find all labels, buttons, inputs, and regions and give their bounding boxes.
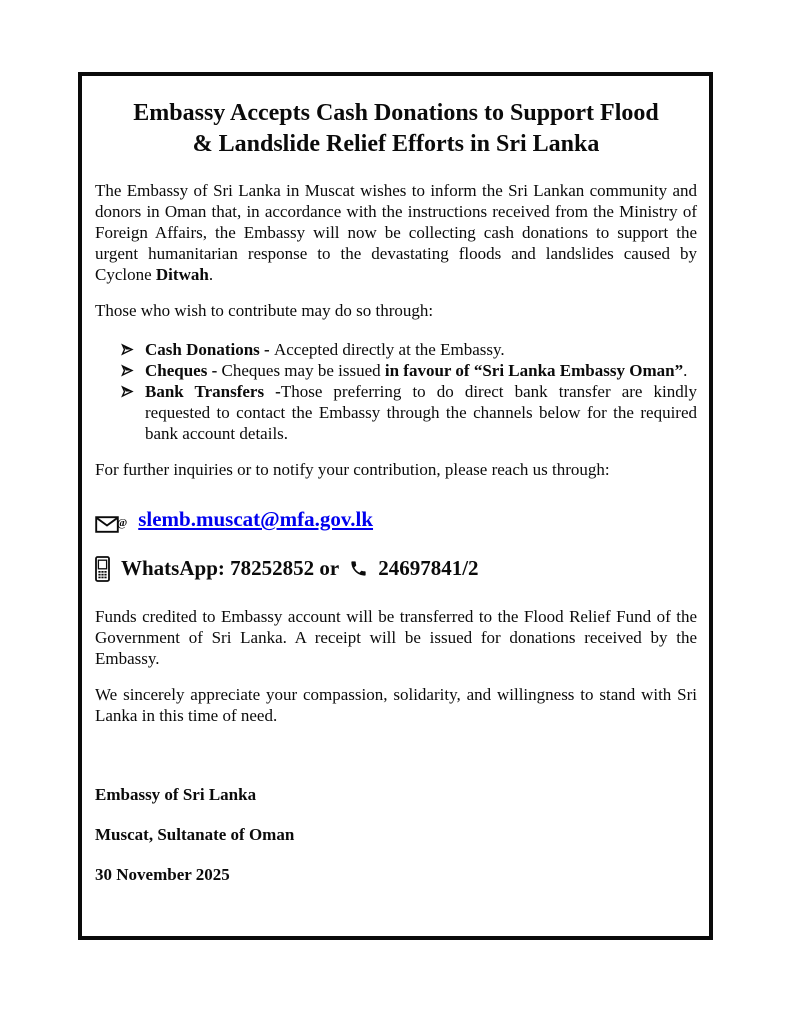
signature-org: Embassy of Sri Lanka [95, 785, 257, 804]
funds-paragraph: Funds credited to Embassy account will be transferred to the Flood Relief Fund of the Government of Sri Lanka. A receipt will be issued for donations received by the Embassy. [95, 607, 697, 668]
bullet-bold-payee: in favour of “Sri Lanka Embassy Oman” [384, 361, 684, 380]
bullet-end: . [683, 361, 688, 380]
intro-text: The Embassy of Sri Lanka in Muscat wishes to inform the Sri Lankan community and donors in Oman that, in accordance with the instructions received from the Ministry of Foreign Affairs, the Embassy will now be collecting cash donations to support the urgent humanitarian response to the devastating floods and landslides caused by Cyclone [95, 181, 697, 284]
intro-bold-cyclone-name: Ditwah [155, 265, 209, 284]
phone-numbers [121, 555, 479, 582]
bullet-label: Bank Transfers - [145, 382, 281, 401]
bullet-text: Accepted directly at the Embassy. [273, 340, 505, 359]
inquiries-paragraph: For further inquiries or to notify your contribution, please reach us through: [95, 460, 610, 479]
signature-location: Muscat, Sultanate of Oman [95, 825, 295, 844]
notice-border-box [78, 72, 713, 940]
whatsapp-label: WhatsApp: 78252852 or [121, 556, 340, 580]
at-symbol: @ [117, 517, 128, 529]
bullet-text: Cheques may be issued [221, 361, 385, 380]
list-item-cash-donations [95, 339, 697, 360]
appreciation-paragraph: We sincerely appreciate your compassion, solidarity, and willingness to stand with Sri Lanka in this time of need. [95, 685, 697, 725]
arrowhead-right-icon [121, 343, 134, 356]
email-contact-row [95, 506, 697, 533]
email-link[interactable]: slemb.muscat@mfa.gov.lk [138, 507, 374, 531]
notice-title-line1: Embassy Accepts Cash Donations to Support Flood [133, 100, 659, 126]
mobile-phone-icon [95, 556, 110, 582]
telephone-handset-icon [349, 559, 368, 578]
signature-date: 30 November 2025 [95, 865, 230, 884]
landline-number: 24697841/2 [378, 556, 479, 580]
contribute-intro: Those who wish to contribute may do so through: [95, 301, 434, 320]
notice-title [95, 98, 697, 160]
arrowhead-right-icon [121, 385, 134, 398]
notice-title-line2: & Landslide Relief Efforts in Sri Lanka [192, 131, 600, 157]
bullet-label: Cash Donations - [145, 340, 274, 359]
list-item-bank-transfers [95, 381, 697, 444]
intro-end: . [208, 265, 214, 284]
bullet-text: Those preferring to do direct bank transfer are kindly requested to contact the Embassy through the channels below for the required bank account details. [145, 382, 697, 443]
envelope-at-icon [95, 506, 127, 533]
contribution-methods-list [95, 339, 697, 444]
arrowhead-right-icon [121, 364, 134, 377]
intro-paragraph [95, 180, 697, 285]
list-item-cheques [95, 360, 697, 381]
phone-contact-row [95, 555, 697, 582]
bullet-label: Cheques - [145, 361, 222, 380]
